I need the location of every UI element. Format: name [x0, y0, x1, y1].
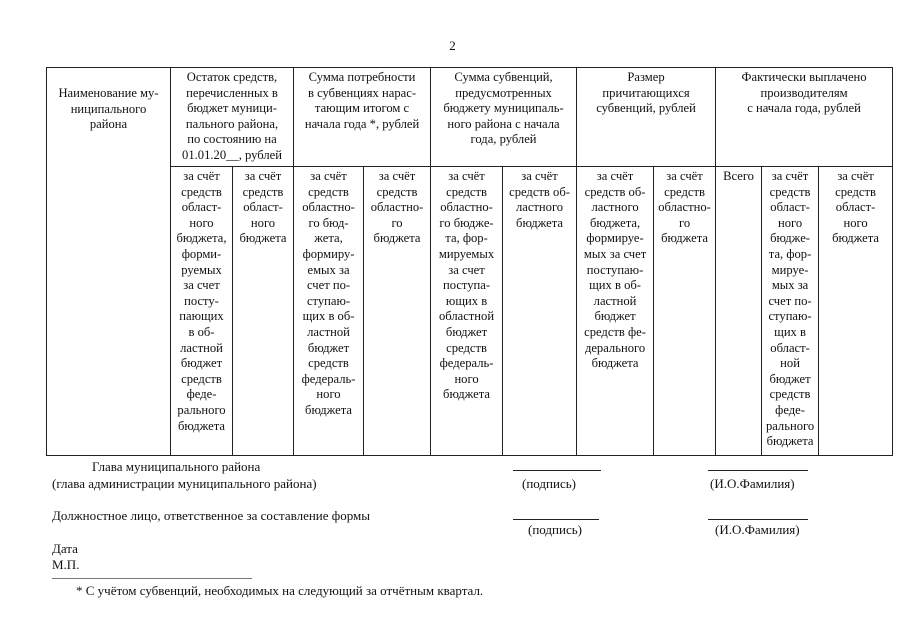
- subheader-due-federal: за счёт средств об- ластного бюджета, формируе- мых за счет поступаю- щих в об- ластной бюджет средств фе- дерального бюджета: [577, 167, 654, 456]
- subheader-due-regional: за счёт средств областно- го бюджета: [654, 167, 716, 456]
- subheader-balance-regional: за счёт средств област- ного бюджета: [233, 167, 294, 456]
- footnote: * С учётом субвенций, необходимых на следующий за отчётным квартал.: [76, 583, 484, 598]
- official-name-label: (И.О.Фамилия): [715, 522, 800, 537]
- head-title-alt: (глава администрации муниципального района): [52, 476, 317, 491]
- subheader-need-federal: за счёт средств областно- го бюд- жета, формиру- емых за счет по- ступаю- щих в об- ластной бюджет средств федераль- ного бюджета: [294, 167, 364, 456]
- subheader-balance-federal: за счёт средств област- ного бюджета, форми- руемых за счет посту- пающих в об- ластной бюджет средств феде- рального бюджета: [171, 167, 233, 456]
- official-name-line: [708, 519, 808, 520]
- footnote-separator: [52, 578, 252, 579]
- header-district-name: Наименование му- ниципального района: [47, 68, 171, 456]
- subheader-subventions-regional: за счёт средств об- ластного бюджета: [503, 167, 577, 456]
- head-name-label: (И.О.Фамилия): [710, 476, 795, 491]
- subheader-paid-federal: за счёт средств област- ного бюдже- та, фор- мируе- мых за счет по- ступаю- щих в област- ной бюджет средств феде- рального бюджета: [762, 167, 819, 456]
- official-signature-line: [513, 519, 599, 520]
- subvention-report-table: [46, 67, 893, 456]
- subheader-subventions-federal: за счёт средств областно- го бюдже- та, фор- мируемых за счет поступа- ющих в областной бюджет средств федераль- ного бюджета: [431, 167, 503, 456]
- header-subventions: Сумма субвенций, предусмотренных бюджету муниципаль- ного района с начала года, рублей: [431, 68, 577, 167]
- page-number: 2: [449, 38, 456, 53]
- head-signature-label: (подпись): [522, 476, 576, 491]
- subheader-paid-total: Всего: [716, 167, 762, 456]
- header-row: [47, 68, 893, 167]
- header-paid: Фактически выплачено производителям с начала года, рублей: [716, 68, 893, 167]
- subheader-paid-regional: за счёт средств област- ного бюджета: [819, 167, 893, 456]
- date-label: Дата: [52, 541, 78, 556]
- head-title: Глава муниципального района: [92, 459, 261, 474]
- official-signature-label: (подпись): [528, 522, 582, 537]
- head-name-line: [708, 470, 808, 471]
- subheader-need-regional: за счёт средств областно- го бюджета: [364, 167, 431, 456]
- header-due: Размер причитающихся субвенций, рублей: [577, 68, 716, 167]
- stamp-label: М.П.: [52, 557, 80, 572]
- header-need: Сумма потребности в субвенциях нарас- тающим итогом с начала года *, рублей: [294, 68, 431, 167]
- head-signature-line: [513, 470, 601, 471]
- header-balance: Остаток средств, перечисленных в бюджет муници- пального района, по состоянию на 01.01.20__, рублей: [171, 68, 294, 167]
- official-title: Должностное лицо, ответственное за составление формы: [52, 508, 370, 523]
- subheader-row: [47, 167, 893, 456]
